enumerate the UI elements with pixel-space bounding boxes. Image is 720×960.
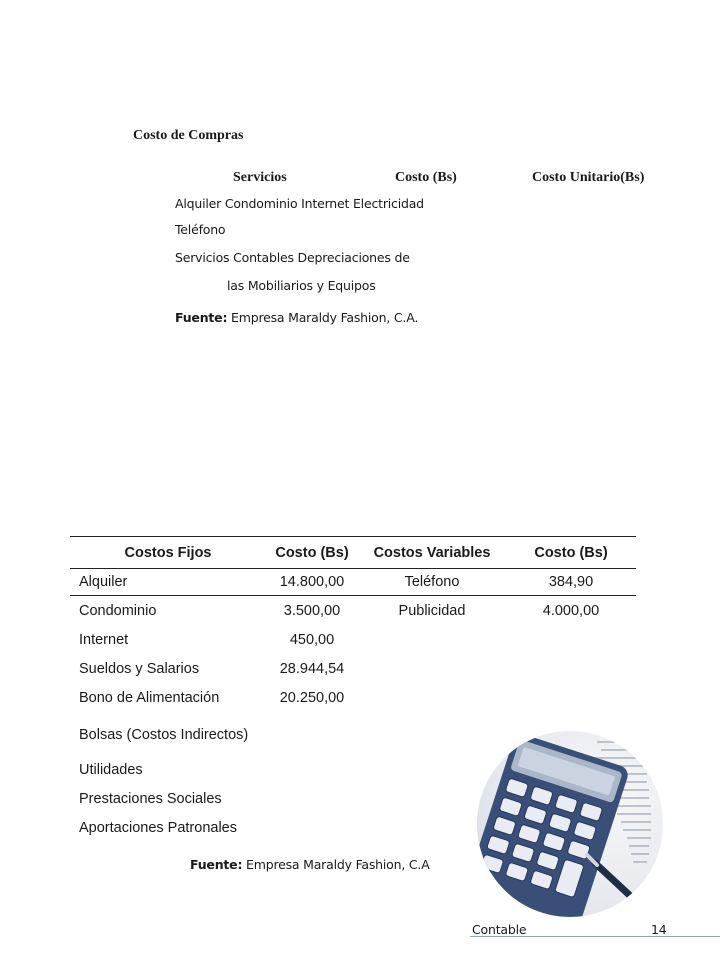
fixed-cost-name: Bono de Alimentación [79,689,220,706]
fixed-cost-value: 28.944,54 [279,660,345,677]
footer-label: Contable [472,922,527,937]
fixed-cost-name: Internet [79,631,129,648]
variable-cost-name: Publicidad [398,602,466,619]
fixed-cost-value: 20.250,00 [279,689,345,706]
calculator-icon [477,731,663,917]
fixed-cost-name: Bolsas (Costos Indirectos) [79,726,249,743]
compras-header-costo-unitario: Costo Unitario(Bs) [532,170,645,185]
fixed-cost-value [266,784,358,813]
compras-header-costo: Costo (Bs) [395,170,457,185]
fixed-cost-name: Utilidades [79,761,143,778]
variable-cost-value [506,625,636,654]
source-text: Empresa Maraldy Fashion, C.A [246,857,430,872]
variable-cost-value [506,683,636,712]
compras-row: Servicios Contables Depreciaciones de [175,250,410,265]
costs-source [190,857,430,872]
variable-cost-value: 384,90 [506,569,636,596]
fixed-cost-name: Aportaciones Patronales [79,819,237,836]
variable-cost-name: Teléfono [358,569,506,596]
fixed-cost-value [266,755,358,784]
table-row [70,625,636,654]
table-row [70,683,636,712]
fixed-cost-value: 450,00 [289,631,335,648]
fixed-cost-value: 3.500,00 [283,602,341,619]
variable-cost-value [506,654,636,683]
fixed-cost-value [266,712,358,755]
fixed-cost-name: Alquiler [70,569,266,596]
fixed-cost-value [266,813,358,842]
fixed-cost-name: Condominio [79,602,157,619]
fixed-cost-name: Sueldos y Salarios [79,660,200,677]
compras-row: las Mobiliarios y Equipos [227,278,376,293]
fixed-cost-name: Prestaciones Sociales [79,790,222,807]
section-title: Costo de Compras [133,128,244,143]
source-text: Empresa Maraldy Fashion, C.A. [231,310,419,325]
variable-cost-name [358,654,506,683]
variable-cost-name [358,683,506,712]
calculator-image [477,731,663,917]
variable-cost-name [358,625,506,654]
compras-row: Teléfono [175,222,226,237]
header-costos-variables: Costos Variables [358,537,506,569]
compras-source [175,310,418,325]
source-label: Fuente: [175,310,228,325]
header-costo-fijo: Costo (Bs) [266,537,358,569]
page-number: 14 [651,922,667,937]
header-costo-variable: Costo (Bs) [506,537,636,569]
header-costos-fijos: Costos Fijos [70,537,266,569]
compras-header-servicios: Servicios [233,170,287,185]
footer-rule [470,936,720,937]
table-row [70,596,636,626]
table-row [70,569,636,596]
fixed-cost-value: 14.800,00 [266,569,358,596]
variable-cost-name [358,712,506,755]
variable-cost-name [358,755,506,784]
table-row [70,654,636,683]
source-label: Fuente: [190,857,243,872]
compras-row: Alquiler Condominio Internet Electricidad [175,196,424,211]
costs-table-header [70,537,636,569]
variable-cost-value: 4.000,00 [542,602,600,619]
